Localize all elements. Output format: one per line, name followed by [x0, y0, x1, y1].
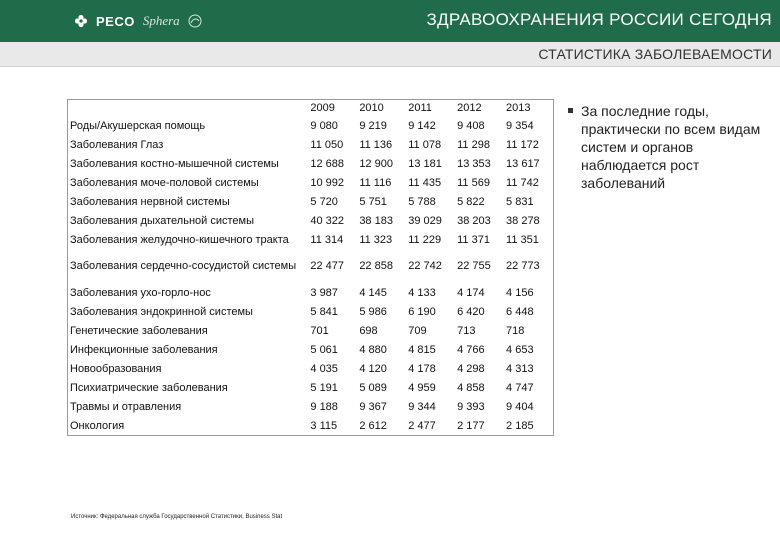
- key-findings: [568, 102, 773, 192]
- value-cell: 22 477: [310, 260, 345, 273]
- table-row: [68, 174, 553, 193]
- value-cell: 11 435: [408, 176, 442, 189]
- row-label: Роды/Акушерская помощь: [70, 119, 206, 132]
- value-cell: 4 880: [359, 343, 387, 356]
- value-cell: 11 136: [359, 138, 393, 151]
- value-cell: 4 298: [457, 362, 485, 375]
- value-cell: 22 742: [408, 260, 442, 273]
- table-row: [68, 250, 553, 284]
- row-label: Заболевания Глаз: [70, 138, 164, 151]
- value-cell: 698: [359, 324, 378, 337]
- value-cell: 11 050: [310, 138, 344, 151]
- value-cell: 13 617: [506, 157, 540, 170]
- year-header: 2012: [457, 101, 482, 114]
- value-cell: 5 191: [310, 381, 338, 394]
- value-cell: 2 177: [457, 419, 485, 432]
- value-cell: 11 371: [457, 233, 490, 246]
- square-bullet-icon: [568, 108, 573, 113]
- value-cell: 11 314: [310, 233, 344, 246]
- row-label: Заболевания сердечно-сосудистой системы: [70, 260, 297, 273]
- table-row: [68, 284, 553, 303]
- logo: [74, 10, 202, 32]
- value-cell: 4 145: [359, 286, 387, 299]
- row-label: Заболевания костно-мышечной системы: [70, 157, 279, 170]
- table-row: [68, 360, 553, 379]
- value-cell: 38 278: [506, 214, 540, 227]
- value-cell: 4 959: [408, 381, 436, 394]
- value-cell: 2 185: [506, 419, 534, 432]
- table-row: [68, 193, 553, 212]
- row-label: Новообразования: [70, 362, 162, 375]
- table-row: [68, 322, 553, 341]
- value-cell: 40 322: [310, 214, 345, 227]
- bullet-text: За последние годы, практически по всем видам систем и органов наблюдается рост заболеваний: [581, 103, 761, 191]
- value-cell: 12 900: [359, 157, 393, 170]
- table-row: [68, 417, 553, 436]
- table-row: [68, 379, 553, 398]
- table-row: [68, 398, 553, 417]
- table-row: [68, 212, 553, 231]
- value-cell: 11 351: [506, 233, 539, 246]
- value-cell: 709: [408, 324, 427, 337]
- value-cell: 9 404: [506, 400, 534, 413]
- row-label: Инфекционные заболевания: [70, 343, 218, 356]
- value-cell: 5 089: [359, 381, 387, 394]
- value-cell: 11 229: [408, 233, 442, 246]
- year-header: 2009: [310, 101, 335, 114]
- bullet-item: [568, 102, 773, 192]
- value-cell: 12 688: [310, 157, 345, 170]
- value-cell: 5 822: [457, 195, 485, 208]
- year-header: 2010: [359, 101, 384, 114]
- table-row: [68, 136, 553, 155]
- value-cell: 9 219: [359, 119, 387, 132]
- row-label: Заболевания дыхательной системы: [70, 214, 254, 227]
- table-row: [68, 303, 553, 322]
- value-cell: 4 766: [457, 343, 485, 356]
- value-cell: 11 116: [359, 176, 392, 189]
- value-cell: 11 323: [359, 233, 393, 246]
- subheader-bar: [0, 42, 780, 67]
- source-note: Источник: Федеральная служба Государственной Статистики, Business Stat: [71, 514, 283, 520]
- value-cell: 22 858: [359, 260, 393, 273]
- value-cell: 5 841: [310, 305, 338, 318]
- table-row: [68, 155, 553, 174]
- table-row: [68, 231, 553, 250]
- value-cell: 4 858: [457, 381, 485, 394]
- row-label: Заболевания желудочно-кишечного тракта: [70, 233, 289, 246]
- value-cell: 2 477: [408, 419, 436, 432]
- row-label: Психиатрические заболевания: [70, 381, 228, 394]
- year-header: 2011: [408, 101, 432, 114]
- value-cell: 10 992: [310, 176, 345, 189]
- value-cell: 4 178: [408, 362, 436, 375]
- value-cell: 9 142: [408, 119, 436, 132]
- value-cell: 5 831: [506, 195, 534, 208]
- page-subtitle: СТАТИСТИКА ЗАБОЛЕВАЕМОСТИ: [538, 46, 772, 62]
- header-bar: [0, 0, 780, 42]
- value-cell: 22 755: [457, 260, 491, 273]
- value-cell: 5 788: [408, 195, 436, 208]
- value-cell: 5 751: [359, 195, 387, 208]
- row-label: Заболевания нервной системы: [70, 195, 230, 208]
- value-cell: 3 987: [310, 286, 338, 299]
- value-cell: 11 172: [506, 138, 539, 151]
- value-cell: 6 448: [506, 305, 534, 318]
- value-cell: 718: [506, 324, 525, 337]
- row-label: Генетические заболевания: [70, 324, 208, 337]
- value-cell: 22 773: [506, 260, 540, 273]
- statistics-table-frame: [67, 99, 554, 436]
- value-cell: 9 408: [457, 119, 485, 132]
- value-cell: 13 181: [408, 157, 442, 170]
- value-cell: 4 156: [506, 286, 534, 299]
- value-cell: 9 367: [359, 400, 387, 413]
- logo-primary-text: PECO: [96, 13, 135, 29]
- value-cell: 5 061: [310, 343, 338, 356]
- value-cell: 701: [310, 324, 329, 337]
- value-cell: 5 986: [359, 305, 387, 318]
- year-header: 2013: [506, 101, 531, 114]
- value-cell: 4 120: [359, 362, 387, 375]
- value-cell: 9 344: [408, 400, 436, 413]
- value-cell: 11 742: [506, 176, 539, 189]
- table-row: [68, 341, 553, 360]
- logo-secondary-text: Sphera: [142, 13, 180, 28]
- value-cell: 9 354: [506, 119, 534, 132]
- page-title: ЗДРАВООХРАНЕНИЯ РОССИИ СЕГОДНЯ: [426, 10, 772, 29]
- value-cell: 713: [457, 324, 476, 337]
- table-row: [68, 117, 553, 136]
- value-cell: 11 298: [457, 138, 490, 151]
- value-cell: 4 815: [408, 343, 436, 356]
- row-label: Онкология: [70, 419, 125, 432]
- value-cell: 9 188: [310, 400, 338, 413]
- value-cell: 6 190: [408, 305, 436, 318]
- value-cell: 11 078: [408, 138, 442, 151]
- value-cell: 4 747: [506, 381, 534, 394]
- row-label: Заболевания ухо-горло-нос: [70, 286, 211, 299]
- value-cell: 11 569: [457, 176, 490, 189]
- row-label: Травмы и отравления: [70, 400, 182, 413]
- value-cell: 13 353: [457, 157, 491, 170]
- table-header-row: [68, 100, 553, 117]
- value-cell: 4 035: [310, 362, 338, 375]
- value-cell: 2 612: [359, 419, 387, 432]
- value-cell: 38 183: [359, 214, 393, 227]
- value-cell: 9 393: [457, 400, 485, 413]
- row-label: Заболевания моче-половой системы: [70, 176, 259, 189]
- value-cell: 38 203: [457, 214, 491, 227]
- logo-swirl-icon: [188, 14, 202, 28]
- header-empty-cell: [68, 100, 308, 117]
- value-cell: 9 080: [310, 119, 338, 132]
- logo-flower-icon: [74, 14, 88, 28]
- row-label: Заболевания эндокринной системы: [70, 305, 253, 318]
- value-cell: 3 115: [310, 419, 338, 432]
- value-cell: 4 313: [506, 362, 534, 375]
- value-cell: 4 174: [457, 286, 485, 299]
- value-cell: 5 720: [310, 195, 338, 208]
- value-cell: 4 653: [506, 343, 534, 356]
- statistics-table: [68, 100, 553, 436]
- value-cell: 4 133: [408, 286, 436, 299]
- value-cell: 6 420: [457, 305, 485, 318]
- value-cell: 39 029: [408, 214, 442, 227]
